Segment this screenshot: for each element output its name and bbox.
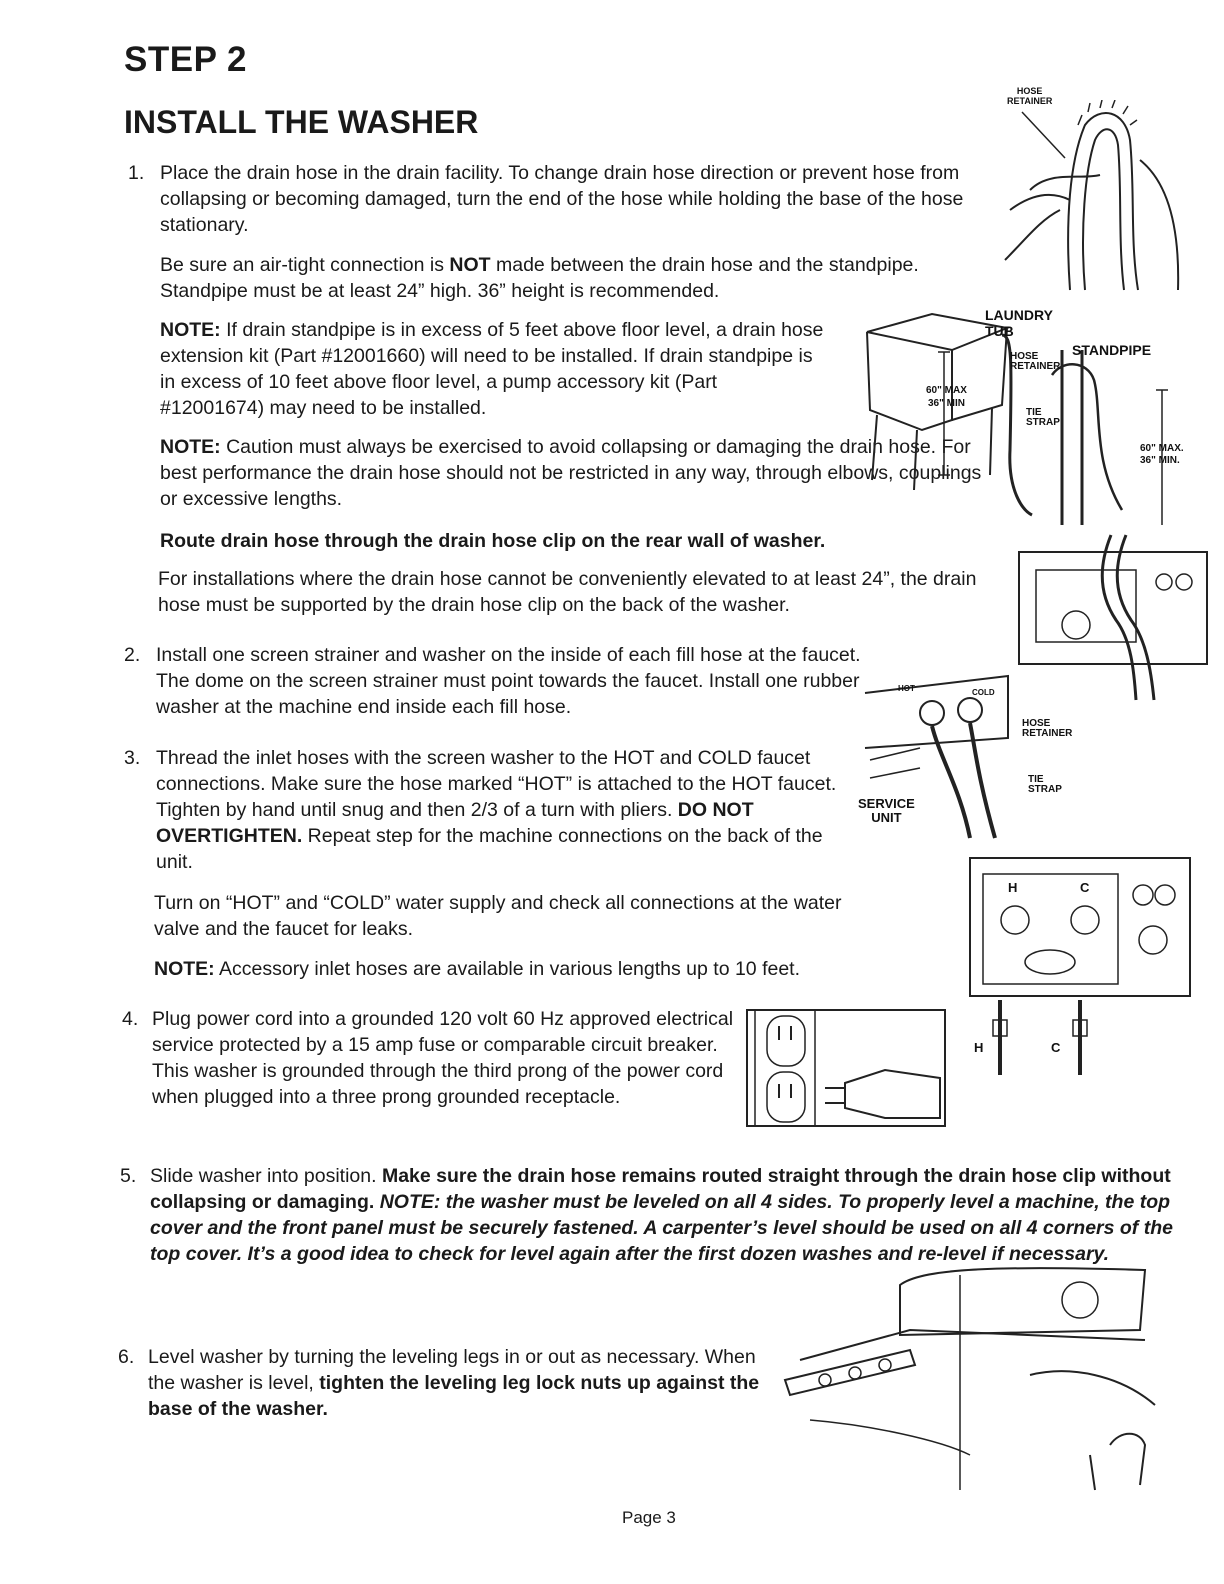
hose-retainer-illustration <box>990 100 1190 295</box>
step-3-paragraph: Thread the inlet hoses with the screen washer to the HOT and COLD faucet connections. Make sure the hose marked “HOT” is attached to the HOT faucet. Tighten by hand until snug and then 2/3 of a turn with pliers. DO NOT OVERTIGHTEN. Repeat step for the machine connections on the back of the unit. <box>156 747 837 873</box>
grounded-receptacle-illustration <box>745 1008 950 1130</box>
step-5-number: 5. <box>120 1165 137 1187</box>
note-extension-kit: NOTE: If drain standpipe is in excess of 5 feet above floor level, a drain hose extension kit (Part #12001660) will need to be installed. If drain standpipe is in excess of 10 feet above floor level, a pump accessory kit (Part #12001674) may need to be installed. <box>160 319 824 419</box>
step-3-number: 3. <box>124 747 141 769</box>
cold-label: COLD <box>972 688 995 697</box>
min-36-label-a: 36" MIN <box>928 398 965 409</box>
max-60-label-a: 60" MAX <box>926 385 967 396</box>
installation-note: For installations where the drain hose cannot be conveniently elevated to at least 24”, the drain hose must be supported by the drain hose clip on the back of the washer. <box>158 568 977 616</box>
step-6-paragraph: Level washer by turning the leveling legs in or out as necessary. When the washer is level, tighten the leveling leg lock nuts up against the base of the washer. <box>148 1346 760 1420</box>
section-title: INSTALL THE WASHER <box>124 104 479 140</box>
step-title: STEP 2 <box>124 40 247 79</box>
page-number: Page 3 <box>622 1508 676 1527</box>
note-caution: NOTE: Caution must always be exercised to avoid collapsing or damaging the drain hose. For best performance the drain hose should not be restricted in any way, through elbows, couplings or excessive lengths. <box>160 436 982 510</box>
washer-leveling-illustration <box>780 1255 1165 1495</box>
hot-label: HOT <box>898 684 915 693</box>
valve-h-label: H <box>1008 880 1018 895</box>
route-instruction: Route drain hose through the drain hose clip on the rear wall of washer. <box>160 530 826 552</box>
valve-c-label: C <box>1080 880 1090 895</box>
step-1-number: 1. <box>128 162 145 184</box>
service-unit-label: SERVICE UNIT <box>858 796 915 825</box>
standpipe-label: STANDPIPE <box>1072 342 1152 358</box>
hose-retainer-label-1: HOSE RETAINER <box>1007 86 1053 106</box>
hose-c-label: C <box>1051 1040 1061 1055</box>
step-2-paragraph: Install one screen strainer and washer on the inside of each fill hose at the faucet. The dome on the screen strainer must point towards the faucet. Install one rubber washer at the machine end inside each fill hose. <box>156 644 861 718</box>
water-valve-illustration <box>955 850 1195 1085</box>
laundry-tub-label: LAUNDRY TUB <box>985 307 1053 339</box>
step-6-number: 6. <box>118 1346 135 1368</box>
min-36-label-b: 36" MIN. <box>1140 455 1180 466</box>
step-2-number: 2. <box>124 644 141 666</box>
hose-h-label: H <box>974 1040 984 1055</box>
step-5-paragraph: Slide washer into position. Make sure the drain hose remains routed straight through the drain hose clip without collapsing or damaging. NOTE: the washer must be leveled on all 4 sides. To properly level a machine, the top cover and the front panel must be securely fastened. A carpenter’s level should be used on all 4 corners of the top cover. It’s a good idea to check for level again after the first dozen washes and re-level if necessary. <box>150 1165 1173 1265</box>
tie-strap-label-1: TIE STRAP <box>1026 407 1060 428</box>
note-accessory-hoses: NOTE: Accessory inlet hoses are available in various lengths up to 10 feet. <box>154 958 801 980</box>
turn-on-water: Turn on “HOT” and “COLD” water supply and check all connections at the water valve and the faucet for leaks. <box>154 892 842 940</box>
step-4-paragraph: Plug power cord into a grounded 120 volt 60 Hz approved electrical service protected by a 15 amp fuse or comparable circuit breaker. This washer is grounded through the third prong of the power cord when plugged into a three prong grounded receptacle. <box>152 1008 734 1108</box>
tie-strap-label-2: TIE STRAP <box>1028 774 1062 795</box>
hose-retainer-label-3: HOSE RETAINER <box>1022 718 1073 739</box>
step-4-number: 4. <box>122 1008 139 1030</box>
airtight-paragraph: Be sure an air-tight connection is NOT made between the drain hose and the standpipe. Standpipe must be at least 24” high. 36” height is recommended. <box>160 254 919 302</box>
max-60-label-b: 60" MAX. <box>1140 443 1184 454</box>
step-1-paragraph: Place the drain hose in the drain facility. To change drain hose direction or prevent hose from collapsing or becoming damaged, turn the end of the hose while holding the base of the hose stationary. <box>160 162 964 236</box>
hose-retainer-label-2: HOSE RETAINER <box>1010 351 1061 372</box>
